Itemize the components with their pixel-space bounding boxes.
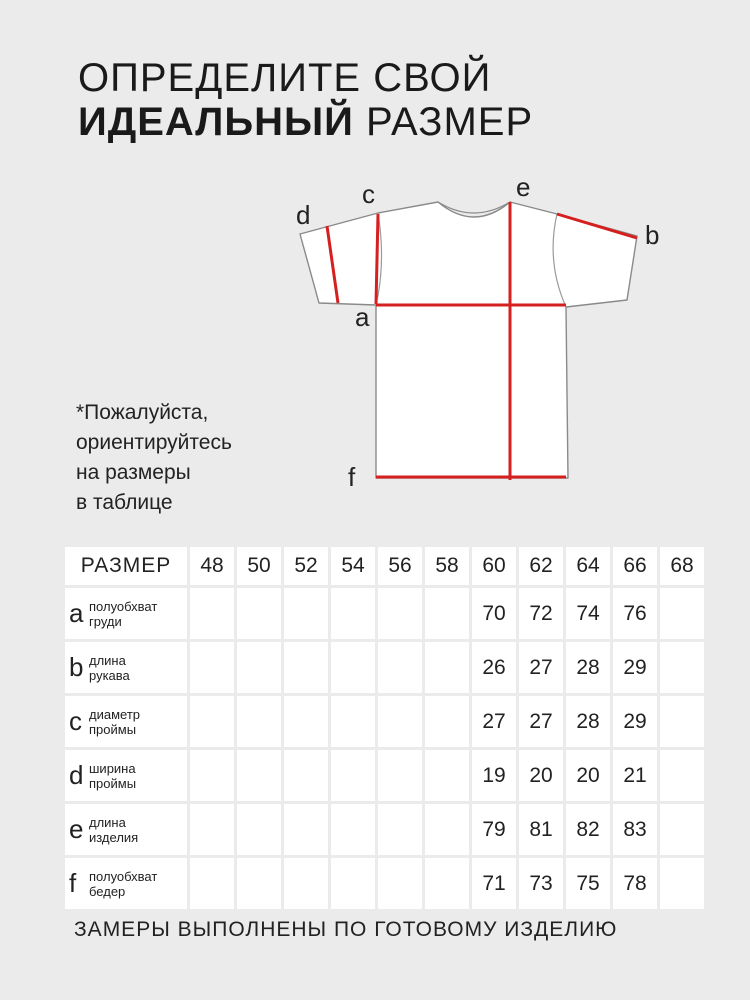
row-label xyxy=(65,588,187,639)
page-title xyxy=(78,56,533,144)
row-description: длина рукава xyxy=(89,652,130,683)
table-cell: 81 xyxy=(519,804,563,855)
size-note xyxy=(76,398,232,518)
table-cell xyxy=(284,750,328,801)
table-cell xyxy=(378,804,422,855)
label-e: e xyxy=(516,172,531,202)
size-column-header: 64 xyxy=(566,547,610,585)
table-row xyxy=(65,750,704,801)
table-cell xyxy=(660,804,704,855)
row-description: диаметр проймы xyxy=(89,706,140,737)
table-row xyxy=(65,642,704,693)
row-label xyxy=(65,858,187,909)
table-cell: 83 xyxy=(613,804,657,855)
row-letter: a xyxy=(69,598,84,628)
table-cell: 79 xyxy=(472,804,516,855)
table-cell: 72 xyxy=(519,588,563,639)
table-cell xyxy=(190,858,234,909)
row-description: полуобхват груди xyxy=(89,598,158,629)
note-line: ориентируйтесь xyxy=(76,431,232,454)
table-cell xyxy=(237,642,281,693)
table-cell xyxy=(190,750,234,801)
size-column-header: 62 xyxy=(519,547,563,585)
table-cell xyxy=(237,588,281,639)
row-letter: f xyxy=(69,868,77,898)
title-line2 xyxy=(78,100,533,144)
table-cell: 73 xyxy=(519,858,563,909)
table-cell: 27 xyxy=(472,696,516,747)
size-column-header: 54 xyxy=(331,547,375,585)
table-cell: 82 xyxy=(566,804,610,855)
label-b: b xyxy=(645,220,660,250)
row-letter: d xyxy=(69,760,84,790)
table-cell: 75 xyxy=(566,858,610,909)
table-cell xyxy=(378,858,422,909)
table-cell xyxy=(284,804,328,855)
table-header-label: РАЗМЕР xyxy=(65,547,187,585)
size-column-header: 48 xyxy=(190,547,234,585)
table-cell xyxy=(237,858,281,909)
table-cell xyxy=(331,804,375,855)
table-cell: 78 xyxy=(613,858,657,909)
table-cell xyxy=(378,642,422,693)
table-cell: 20 xyxy=(566,750,610,801)
row-description: длина изделия xyxy=(89,814,139,845)
table-row xyxy=(65,804,704,855)
table-cell xyxy=(284,642,328,693)
row-label xyxy=(65,696,187,747)
table-row xyxy=(65,588,704,639)
table-cell xyxy=(425,804,469,855)
table-cell: 27 xyxy=(519,642,563,693)
table-cell xyxy=(378,588,422,639)
title-line1: ОПРЕДЕЛИТЕ СВОЙ xyxy=(78,56,492,100)
size-column-header: 60 xyxy=(472,547,516,585)
label-d: d xyxy=(296,200,311,230)
table-cell xyxy=(660,750,704,801)
row-letter: b xyxy=(69,652,84,682)
table-cell: 76 xyxy=(613,588,657,639)
table-cell xyxy=(237,696,281,747)
row-label xyxy=(65,804,187,855)
table-header-row xyxy=(65,547,704,585)
table-cell xyxy=(331,750,375,801)
table-cell xyxy=(425,588,469,639)
table-cell: 19 xyxy=(472,750,516,801)
row-letter: c xyxy=(69,706,82,736)
table-cell xyxy=(284,858,328,909)
table-cell xyxy=(190,696,234,747)
table-cell xyxy=(331,858,375,909)
note-line: в таблице xyxy=(76,491,173,514)
table-cell: 21 xyxy=(613,750,657,801)
size-column-header: 66 xyxy=(613,547,657,585)
note-line: *Пожалуйста, xyxy=(76,401,209,424)
table-cell xyxy=(660,588,704,639)
size-column-header: 50 xyxy=(237,547,281,585)
size-column-header: 68 xyxy=(660,547,704,585)
title-bold-word: ИДЕАЛЬНЫЙ xyxy=(78,100,354,144)
table-cell xyxy=(237,804,281,855)
table-cell xyxy=(331,642,375,693)
table-cell: 70 xyxy=(472,588,516,639)
table-cell: 28 xyxy=(566,642,610,693)
note-line: на размеры xyxy=(76,461,191,484)
label-c: c xyxy=(362,179,375,209)
table-row xyxy=(65,858,704,909)
table-cell xyxy=(284,588,328,639)
table-cell: 28 xyxy=(566,696,610,747)
table-row xyxy=(65,696,704,747)
table-cell xyxy=(190,588,234,639)
table-cell: 27 xyxy=(519,696,563,747)
table-cell: 71 xyxy=(472,858,516,909)
table-cell xyxy=(660,642,704,693)
table-cell xyxy=(331,696,375,747)
row-label xyxy=(65,750,187,801)
tshirt-outline xyxy=(300,202,637,478)
size-column-header: 56 xyxy=(378,547,422,585)
table-cell xyxy=(425,858,469,909)
row-letter: e xyxy=(69,814,84,844)
table-cell xyxy=(660,858,704,909)
table-cell: 20 xyxy=(519,750,563,801)
table-cell: 74 xyxy=(566,588,610,639)
table-cell xyxy=(190,804,234,855)
table-cell xyxy=(425,750,469,801)
table-cell xyxy=(237,750,281,801)
table-cell xyxy=(378,750,422,801)
footer-note: ЗАМЕРЫ ВЫПОЛНЕНЫ ПО ГОТОВОМУ ИЗДЕЛИЮ xyxy=(74,918,618,941)
label-f: f xyxy=(348,462,356,492)
table-cell: 29 xyxy=(613,642,657,693)
table-cell xyxy=(190,642,234,693)
size-column-header: 52 xyxy=(284,547,328,585)
size-column-header: 58 xyxy=(425,547,469,585)
label-a: a xyxy=(355,302,370,332)
row-description: ширина проймы xyxy=(89,760,137,791)
table-cell: 29 xyxy=(613,696,657,747)
row-label xyxy=(65,642,187,693)
size-table xyxy=(62,544,707,912)
table-cell xyxy=(660,696,704,747)
table-cell xyxy=(331,588,375,639)
table-cell xyxy=(425,696,469,747)
table-cell xyxy=(378,696,422,747)
title-rest-word: РАЗМЕР xyxy=(366,100,534,144)
row-description: полуобхват бедер xyxy=(89,868,158,899)
table-cell xyxy=(284,696,328,747)
table-cell: 26 xyxy=(472,642,516,693)
measure-line-c xyxy=(376,214,378,304)
table-cell xyxy=(425,642,469,693)
tshirt-measurement-diagram xyxy=(290,172,690,502)
